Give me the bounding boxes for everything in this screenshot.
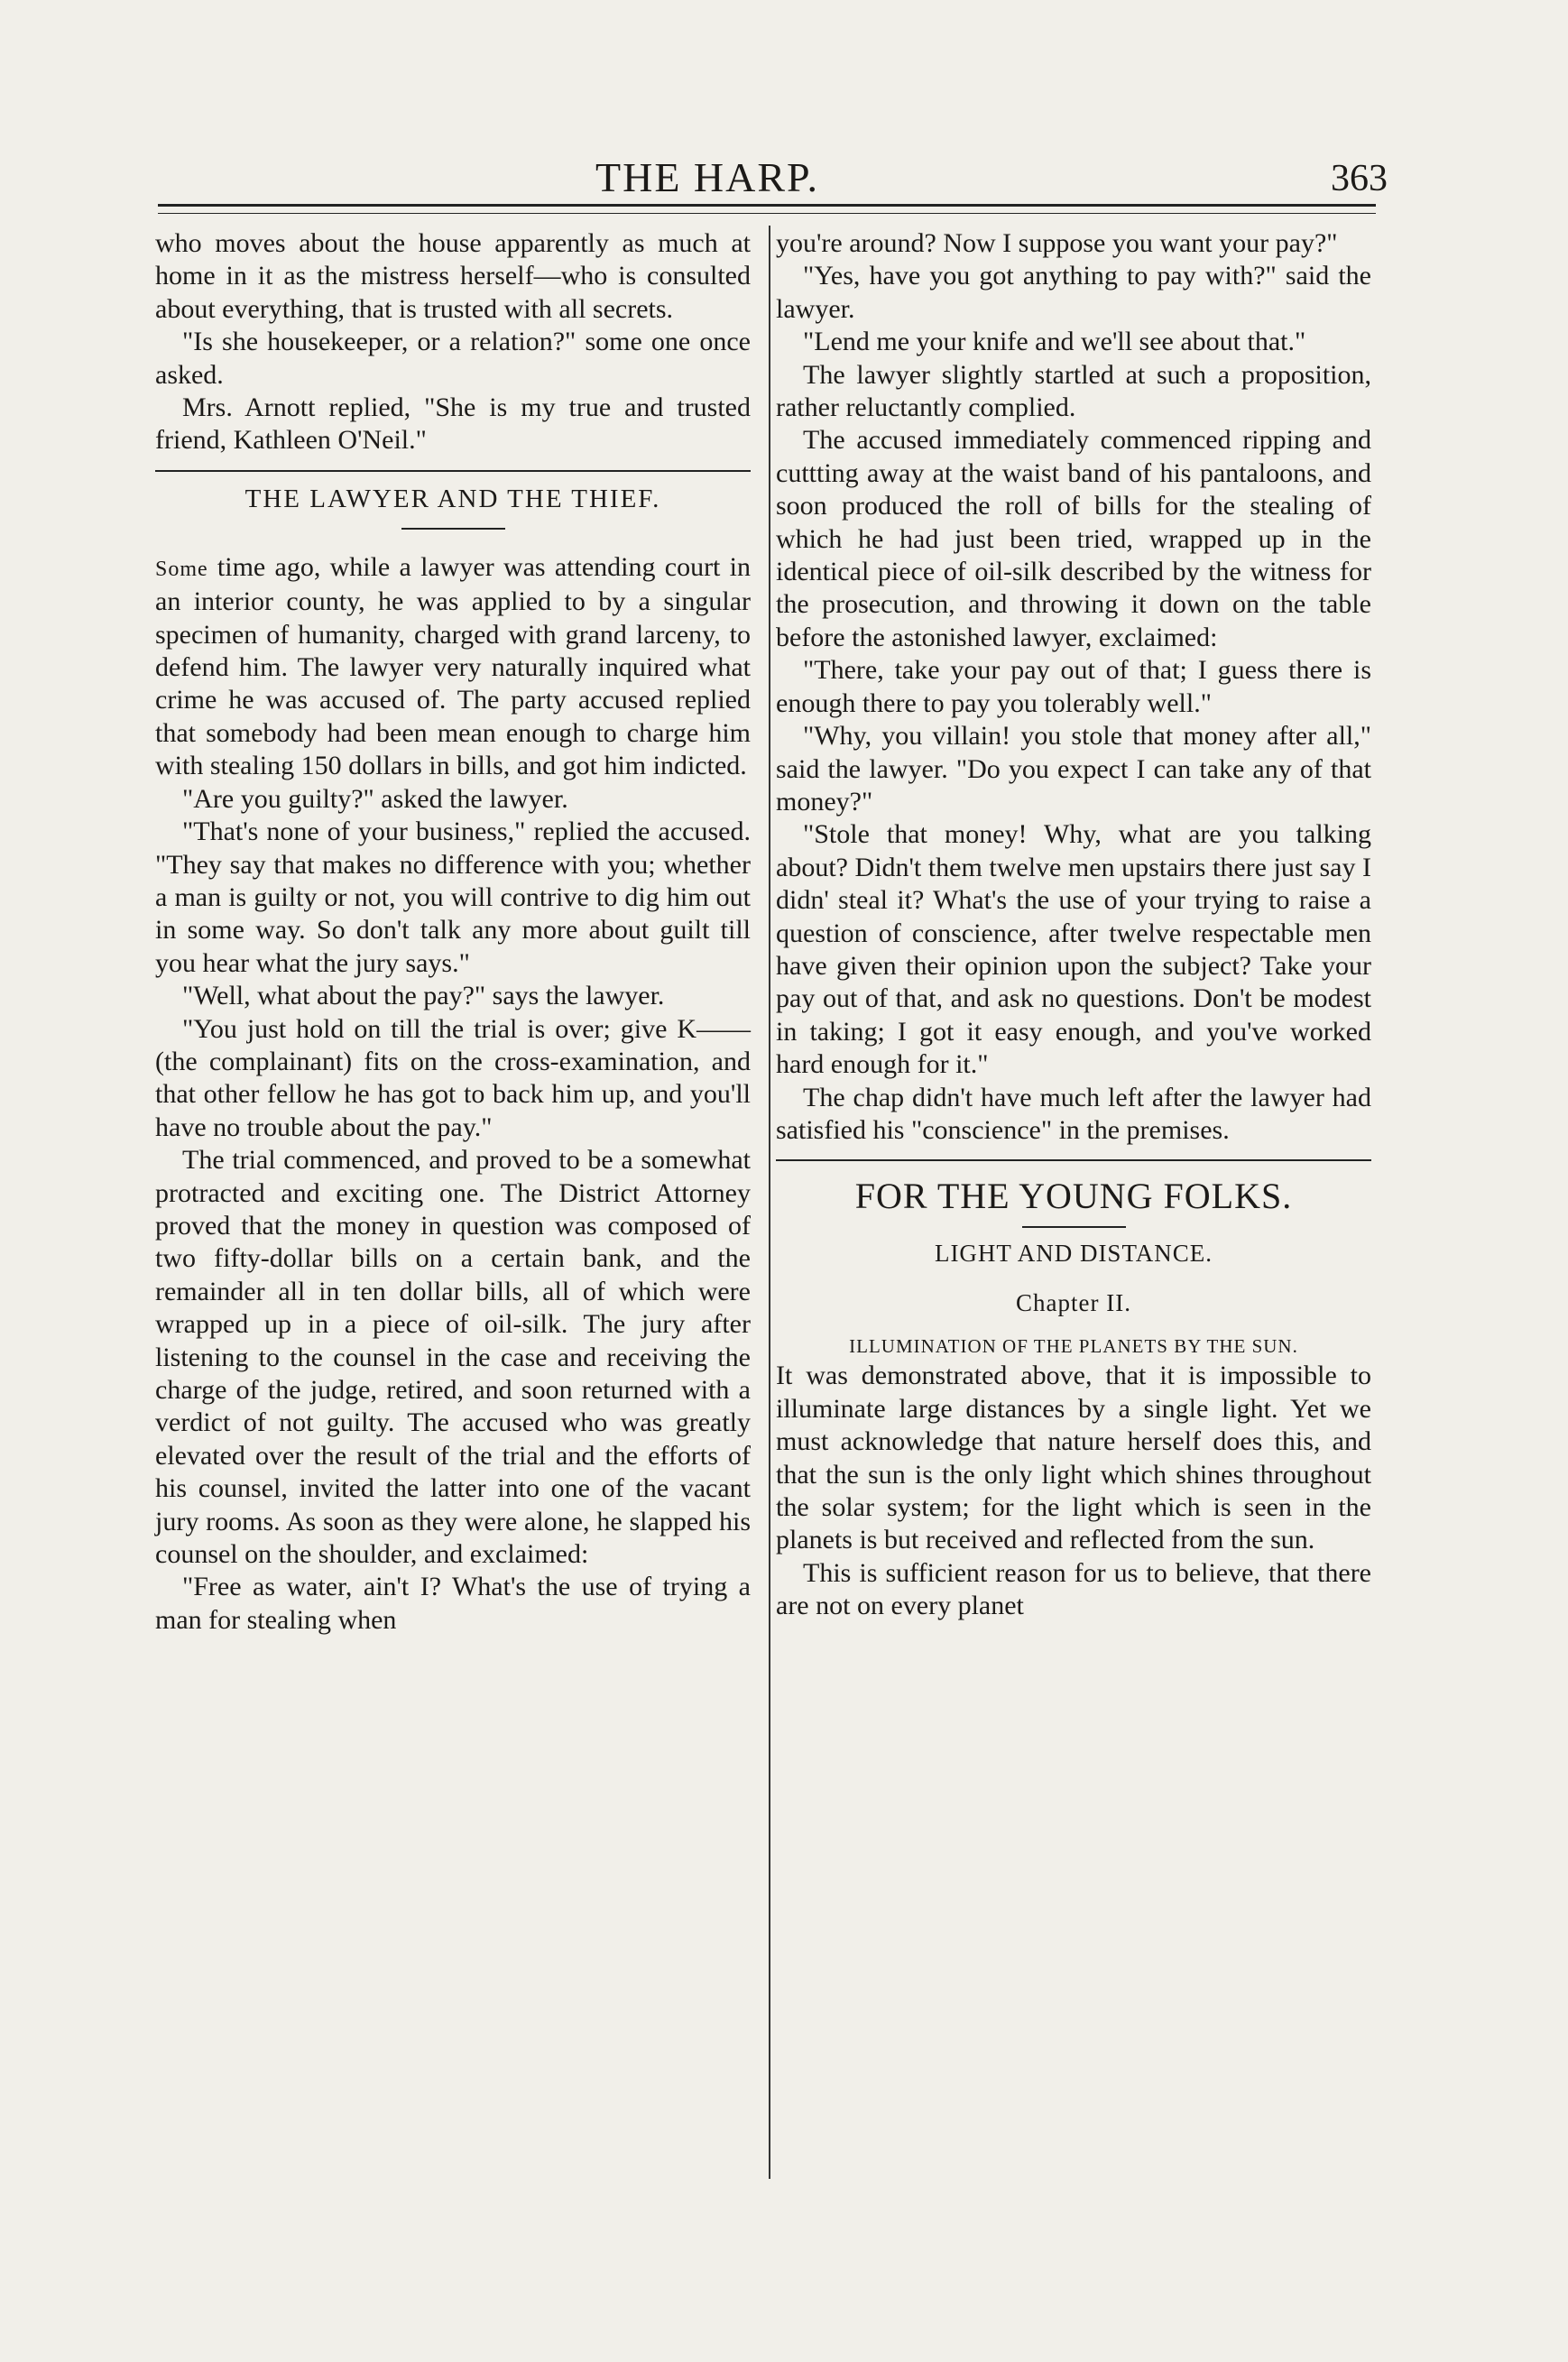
left-column (155, 227, 751, 1637)
story-paragraph: The trial commenced, and proved to be a somewhat protracted and exciting one. The District Attorney proved that the money in question was composed of two fifty-dollar bills on a certain bank, and the remainder all in ten dollar bills, all of which were wrapped up in a piece of oil-silk. The jury after listening to the counsel in the case and receiving the charge of the judge, retired, and soon returned with a verdict of not guilty. The accused who was greatly elevated over the result of the trial and the efforts of his counsel, invited the latter into one of the vacant jury rooms. As soon as they were alone, he slapped his counsel on the shoulder, and exclaimed: (155, 1145, 751, 1570)
intro-paragraph: Mrs. Arnott replied, "She is my true and trusted friend, Kathleen O'Neil." (155, 392, 751, 456)
story-paragraph: "Yes, have you got anything to pay with?" said the lawyer. (776, 261, 1371, 324)
chapter-paragraph: This is sufficient reason for us to believe, that there are not on every planet (776, 1557, 1371, 1621)
story-continuation: you're around? Now I suppose you want your pay?" (776, 228, 1338, 258)
section-rule (155, 470, 751, 472)
title-underline (1022, 1226, 1126, 1228)
intro-paragraph: who moves about the house apparently as much at home in it as the mistress herself—who is consulted about everything, that is trusted with all secrets. (155, 228, 751, 324)
story-title: THE LAWYER AND THE THIEF. (244, 484, 661, 513)
story-paragraph: "You just hold on till the trial is over; give K——(the complainant) fits on the cross-examination, and that other fellow he has got to back him up, and you'll have no trouble about the pay." (155, 1013, 751, 1142)
running-title: THE HARP. (595, 154, 820, 200)
header-rule-thin (158, 213, 1376, 214)
intro-paragraph: "Is she housekeeper, or a relation?" some one once asked. (155, 327, 751, 390)
story-paragraph: "Lend me your knife and we'll see about that." (803, 327, 1306, 357)
story-paragraph: The lawyer slightly startled at such a proposition, rather reluctantly complied. (776, 359, 1371, 423)
story-paragraph: "Well, what about the pay?" says the lawyer. (182, 981, 665, 1011)
article-subtitle: LIGHT AND DISTANCE. (934, 1240, 1213, 1268)
story-opening-paragraph (155, 551, 751, 783)
page-header (0, 153, 1568, 208)
story-paragraph: The chap didn't have much left after the lawyer had satisfied his "conscience" in the premises. (776, 1082, 1371, 1145)
chapter-subject: ILLUMINATION OF THE PLANETS BY THE SUN. (849, 1335, 1298, 1358)
drop-word: Some (155, 557, 208, 581)
story-paragraph: "There, take your pay out of that; I guess there is enough there to pay you tolerably well." (776, 655, 1371, 718)
story-paragraph: "Free as water, ain't I? What's the use of trying a man for stealing when (155, 1572, 751, 1635)
column-separator (769, 226, 770, 2179)
story-paragraph: "Why, you villain! you stole that money after all," said the lawyer. "Do you expect I can take any of that money?" (776, 721, 1371, 817)
header-rule-thick (158, 204, 1376, 207)
story-paragraph: "Stole that money! Why, what are you talking about? Didn't them twelve men upstairs there just say I didn' steal it? What's the use of your trying to raise a question of conscience, after twelve respectable men have given their opinion upon the subject? Take your pay out of that, and ask no questions. Don't be modest in taking; I got it easy enough, and you've worked hard enough for it." (776, 819, 1371, 1080)
right-column (776, 227, 1371, 1623)
chapter-heading: Chapter II. (1016, 1289, 1131, 1317)
section-rule (776, 1159, 1371, 1161)
page-number: 363 (1331, 158, 1388, 199)
opening-text: time ago, while a lawyer was attending court in an interior county, he was applied to by a singular specimen of humanity, charged with grand larceny, to defend him. The lawyer very naturally inquired what crime he was accused of. The party accused replied that somebody had been mean enough to charge him with stealing 150 dollars in bills, and got him indicted. (155, 551, 751, 781)
story-paragraph: "That's none of your business," replied the accused. "They say that makes no difference with you; whether a man is guilty or not, you will contrive to dig him out in some way. So don't talk any more about guilt till you hear what the jury says." (155, 817, 751, 978)
section-title: FOR THE YOUNG FOLKS. (854, 1176, 1293, 1217)
chapter-paragraph: It was demonstrated above, that it is impossible to illuminate large distances by a single light. Yet we must acknowledge that nature herself does this, and that the sun is the only light which shines throughout the solar system; for the light which is seen in the planets is but received and reflected from the sun. (776, 1361, 1371, 1555)
story-paragraph: "Are you guilty?" asked the lawyer. (182, 783, 568, 814)
title-underline (401, 528, 505, 530)
story-paragraph: The accused immediately commenced ripping and cuttting away at the waist band of his pantaloons, and soon produced the roll of bills for the stealing of which he had just been tried, wrapped up in the identical piece of oil-silk described by the witness for the prosecution, and throwing it down on the table before the astonished lawyer, exclaimed: (776, 425, 1371, 652)
